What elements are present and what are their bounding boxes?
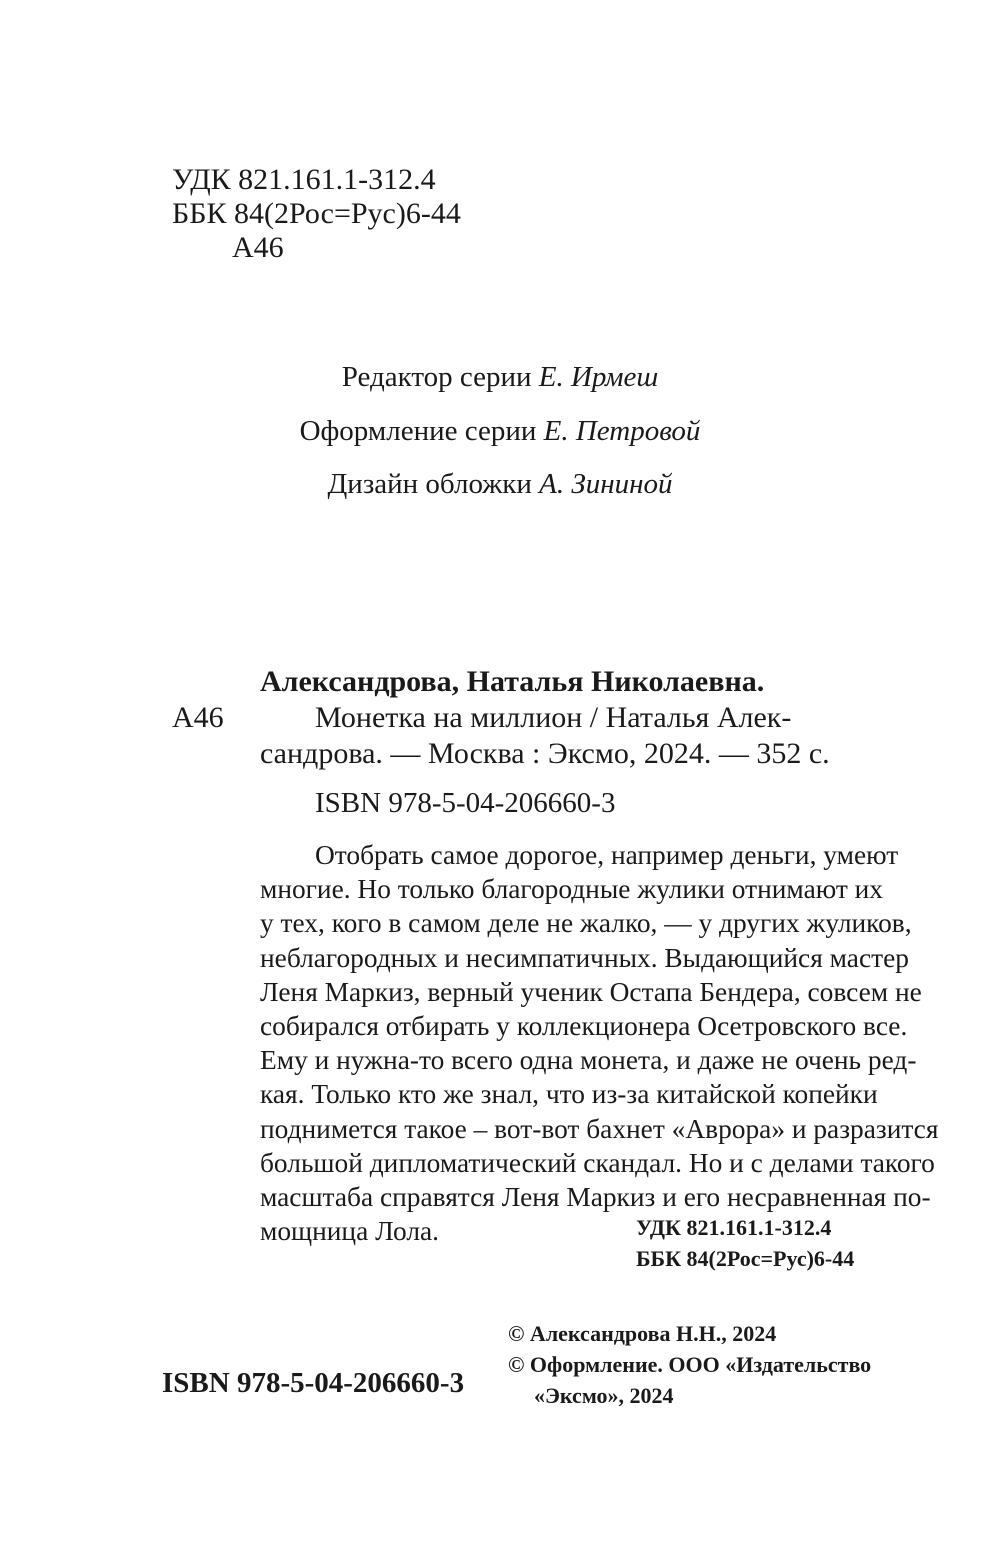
credit-series-editor	[0, 360, 1000, 394]
annotation-line: Леня Маркиз, верный ученик Остапа Бендера, совсем не	[260, 976, 922, 1007]
credit-person: А. Зининой	[539, 468, 673, 500]
footer-bbk: ББК 84(2Рос=Рус)6-44	[636, 1246, 855, 1271]
annotation-line: многие. Но только благородные жулики отнимают их	[260, 874, 884, 905]
credit-cover-design	[0, 467, 1000, 501]
annotation-line: масштаба справятся Леня Маркиз и его несравненная по-	[260, 1181, 931, 1212]
isbn-footer: ISBN 978-5-04-206660-3	[162, 1367, 465, 1399]
annotation-line: у тех, кого в самом деле не жалко, — у других жуликов,	[260, 908, 912, 939]
copyright-design: © Оформление. ООО «Издательство	[508, 1352, 872, 1377]
credit-label: Дизайн обложки	[327, 468, 540, 500]
annotation-line: неблагородных и несимпатичных. Выдающийся мастер	[260, 942, 909, 973]
annotation-line: мощница Лола.	[260, 1216, 440, 1247]
annotation-line: Отобрать самое дорогое, например деньги, умеют	[315, 840, 899, 870]
credit-person: Е. Петровой	[543, 415, 701, 447]
footer-udk: УДК 821.161.1-312.4	[636, 1215, 832, 1240]
author-heading: Александрова, Наталья Николаевна.	[260, 665, 765, 698]
copyright-publisher: «Эксмо», 2024	[534, 1383, 674, 1408]
copyright-block	[508, 1318, 871, 1411]
author-mark: А46	[232, 231, 284, 264]
bib-line: сандрова. — Москва : Эксмо, 2024. — 352 с.	[260, 737, 830, 770]
credit-series-design	[0, 414, 1000, 448]
annotation-line: кая. Только кто же знал, что из-за китайской копейки	[260, 1079, 878, 1110]
copyright-author: © Александрова Н.Н., 2024	[508, 1321, 777, 1346]
annotation-line: Ему и нужна-то всего одна монета, и даже не очень ред-	[260, 1045, 917, 1076]
bib-isbn: ISBN 978-5-04-206660-3	[315, 787, 616, 819]
annotation-line: большой дипломатический скандал. Но и с делами такого	[260, 1147, 935, 1178]
bib-description	[260, 700, 867, 772]
footer-codes	[636, 1212, 854, 1274]
bbk-code: ББК 84(2Рос=Рус)6-44	[172, 197, 461, 230]
credit-person: Е. Ирмеш	[538, 361, 659, 393]
udk-code: УДК 821.161.1-312.4	[172, 163, 436, 196]
annotation-line: собирался отбирать у коллекционера Осетровского все.	[260, 1010, 908, 1041]
bib-code: А46	[172, 701, 224, 734]
bib-line: Монетка на миллион / Наталья Алек-	[315, 701, 792, 734]
credit-label: Редактор серии	[341, 361, 539, 393]
annotation	[260, 838, 939, 1248]
annotation-line: поднимется такое – вот-вот бахнет «Аврора» и разразится	[260, 1113, 939, 1144]
credit-label: Оформление серии	[299, 415, 544, 447]
